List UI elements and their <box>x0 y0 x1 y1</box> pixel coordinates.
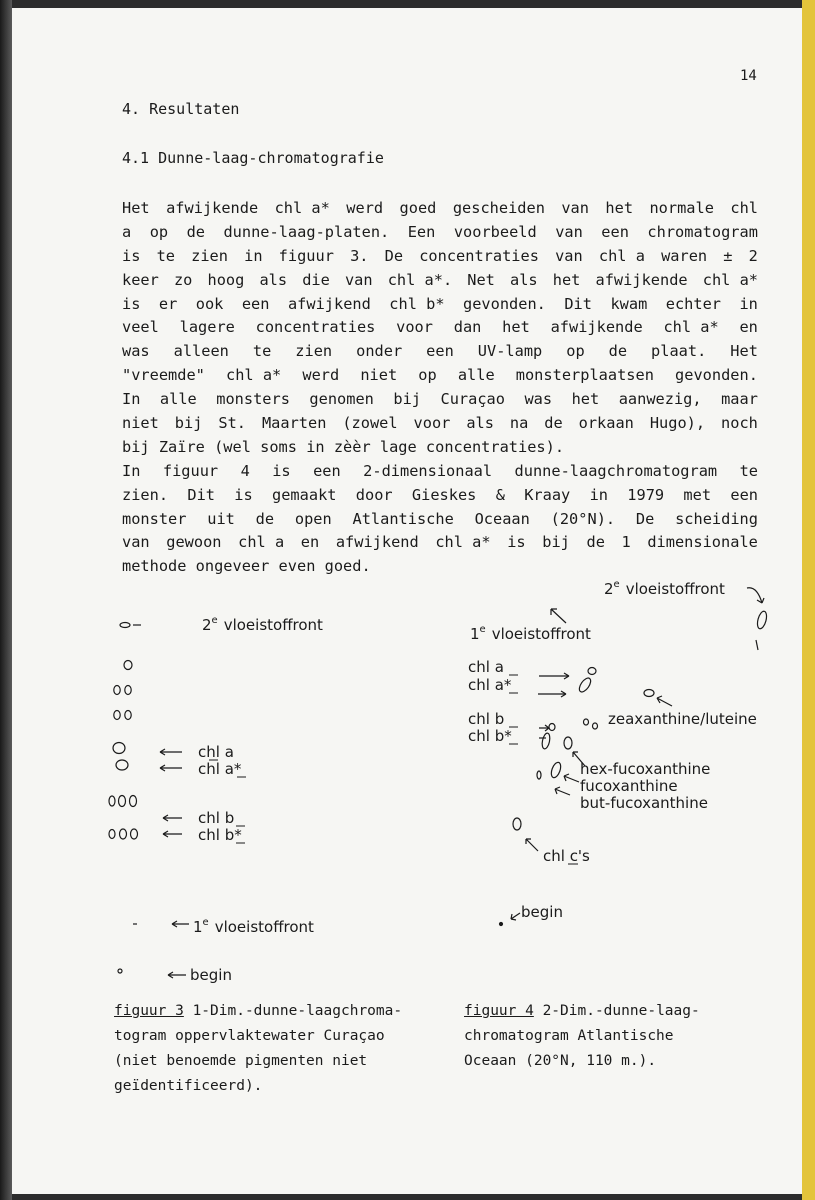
fig4-start-label: begin <box>521 903 563 921</box>
fig4-hex-fuco-label: hex-fucoxanthine <box>580 760 711 778</box>
paragraph-line: monster uit de open Atlantische Oceaan (20°N). De scheiding <box>122 509 758 528</box>
fig3-front2-label: 2e vloeistoffront <box>202 615 323 634</box>
subsection-heading: 4.1 Dunne-laag-chromatografie <box>122 149 384 167</box>
fig4-front1-label: 1e vloeistoffront <box>470 624 591 643</box>
fig3-chl-a-label: chl a <box>198 743 234 761</box>
fig4-zeaxanthine-label: zeaxanthine/luteine <box>608 710 757 728</box>
paragraph-line: van gewoon chl a en afwijkend chl a* is bij de 1 dimensionale <box>122 533 758 552</box>
paragraph-line: is te zien in figuur 3. De concentraties van chl a waren ± 2 <box>122 246 758 265</box>
fig4-caption-label: figuur 4 <box>464 1003 534 1019</box>
paragraph-line: keer zo hoog als die van chl a*. Net als het afwijkende chl a* <box>122 270 758 289</box>
fig3-start-label: begin <box>190 966 232 984</box>
book-spine-shadow <box>0 0 12 1200</box>
fig3-caption-label: figuur 3 <box>114 1003 184 1019</box>
page-edge-strip <box>802 0 815 1200</box>
fig3-chl-b-label: chl b <box>198 809 235 827</box>
fig4-chl-b-label: chl b <box>468 710 505 728</box>
paragraph-line: a op de dunne-laag-platen. Een voorbeeld van een chromatogram <box>122 222 758 241</box>
fig3-spots <box>109 623 141 974</box>
paragraph-line: niet bij St. Maarten (zowel voor als na de orkaan Hugo), noch <box>122 414 758 433</box>
fig4-but-fuco-label: but-fucoxanthine <box>580 794 708 812</box>
paragraph-line: In alle monsters genomen bij Curaçao was het aanwezig, maar <box>122 390 758 409</box>
fig4-chl-c-label: chl c's <box>543 847 590 865</box>
fig3-front1-label: 1e vloeistoffront <box>193 917 314 936</box>
fig4-caption: figuur 4 2-Dim.-dunne-laag- chromatogram Atlantische Oceaan (20°N, 110 m.). <box>464 1003 700 1069</box>
paragraph-line: In figuur 4 is een 2-dimensionaal dunne-laagchromatogram te <box>122 461 758 480</box>
paragraph-line: veel lagere concentraties voor dan het afwijkende chl a* en <box>122 318 758 337</box>
paragraph-line: was alleen te zien onder een UV-lamp op de plaat. Het <box>122 342 758 361</box>
fig3-caption: figuur 3 1-Dim.-dunne-laagchroma- togram oppervlaktewater Curaçao (niet benoemde pigmenten niet geïdentificeerd). <box>114 1003 403 1094</box>
paragraph-line: Het afwijkende chl a* werd goed gescheiden van het normale chl <box>122 199 758 217</box>
paragraph-line: zien. Dit is gemaakt door Gieskes & Kraay in 1979 met een <box>122 485 758 504</box>
fig3-chl-b-star-label: chl b* <box>198 826 242 844</box>
fig4-chl-a-label: chl a <box>468 658 504 676</box>
paragraph-line: "vreemde" chl a* werd niet op alle monsterplaatsen gevonden. <box>122 366 758 385</box>
fig4-chl-b-star-label: chl b* <box>468 727 512 745</box>
fig3-chl-a-star-label: chl a* <box>198 760 242 778</box>
fig4-fuco-label: fucoxanthine <box>580 777 678 795</box>
document-page <box>12 8 802 1194</box>
fig4-front2-label: 2e vloeistoffront <box>604 579 725 598</box>
paragraph-line: bij Zaïre (wel soms in zèèr lage concentraties). <box>122 437 565 456</box>
fig4-chl-a-star-label: chl a* <box>468 676 512 694</box>
page-number: 14 <box>740 68 757 84</box>
paragraph-line: methode ongeveer even goed. <box>122 557 371 576</box>
section-heading: 4. Resultaten <box>122 100 240 118</box>
paragraph-line: is er ook een afwijkend chl b* gevonden. Dit kwam echter in <box>122 294 758 313</box>
fig3-arrows <box>160 749 189 978</box>
